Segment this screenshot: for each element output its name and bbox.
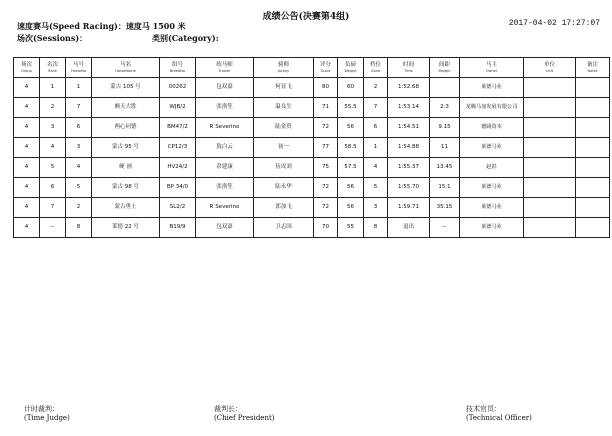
cell-horse-no: 8 (66, 218, 92, 238)
cell-rank: 4 (40, 138, 66, 158)
column-header: 间距 Margin (430, 58, 460, 78)
cell-group: 4 (14, 158, 40, 178)
table-row (14, 138, 610, 158)
cell-breed-no: BP 34/0 (160, 178, 196, 198)
cell-weight: 60 (338, 78, 364, 98)
cell-score: 75 (314, 158, 338, 178)
cell-score: 70 (314, 218, 338, 238)
cell-breed-no: B19/9 (160, 218, 196, 238)
column-header: 档位 Gone (364, 58, 388, 78)
results-table (13, 57, 610, 238)
cell-jockey: 陆永华 (254, 178, 314, 198)
technical-officer-signature: 技术官员： (Technical Officer) (466, 405, 532, 422)
cell-weight: 55.5 (338, 98, 364, 118)
column-header: 负磅 Weight (338, 58, 364, 78)
cell-horse-no: 4 (66, 158, 92, 178)
cell-jockey: 卫志国 (254, 218, 314, 238)
cell-time: 1:54.51 (388, 118, 430, 138)
cell-breed-no: WJB/2 (160, 98, 196, 118)
column-header: 练马师 Trainer (196, 58, 254, 78)
column-header: 名次 Rank (40, 58, 66, 78)
cell-horse-name: 蒙古 105 号 (92, 78, 160, 98)
column-header: 单位 Unit (524, 58, 576, 78)
cell-group: 4 (14, 118, 40, 138)
table-body (14, 78, 610, 238)
category-label: 类别(Category): (152, 33, 219, 43)
cell-breed-no: HV24/2 (160, 158, 196, 178)
cell-gate: 2 (364, 78, 388, 98)
cell-group: 4 (14, 78, 40, 98)
cell-unit (524, 78, 576, 98)
cell-gate: 3 (364, 198, 388, 218)
table-row (14, 118, 610, 138)
table-row (14, 78, 610, 98)
cell-score: 80 (314, 78, 338, 98)
cell-unit (524, 98, 576, 118)
column-header: 马名 HorseName (92, 58, 160, 78)
cell-time: 退出 (388, 218, 430, 238)
column-header: 马号 HorseNo (66, 58, 92, 78)
cell-unit (524, 178, 576, 198)
cell-gate: 8 (364, 218, 388, 238)
cell-horse-no: 5 (66, 178, 92, 198)
cell-group: 4 (14, 178, 40, 198)
sessions-label: 场次(Sessions)： (17, 33, 88, 43)
cell-time: 1:59.71 (388, 198, 430, 218)
cell-trainer: 包双嘉 (196, 78, 254, 98)
cell-owner: 德阔资本 (460, 118, 524, 138)
cell-rank: 7 (40, 198, 66, 218)
cell-jockey: 伍成刘 (254, 158, 314, 178)
cell-margin: 2.3 (430, 98, 460, 118)
cell-score: 77 (314, 138, 338, 158)
cell-notes (576, 178, 610, 198)
cell-score: 72 (314, 198, 338, 218)
cell-trainer: 张洛笙 (196, 98, 254, 118)
column-header: 骑师 Jockey (254, 58, 314, 78)
cell-owner: 莱德马业 (460, 78, 524, 98)
cell-jockey: 初一 (254, 138, 314, 158)
cell-gate: 5 (364, 178, 388, 198)
cell-notes (576, 138, 610, 158)
cell-owner: 莱德马业 (460, 218, 524, 238)
cell-owner: 莱德马业 (460, 198, 524, 218)
cell-rank: 2 (40, 98, 66, 118)
cell-horse-name: 蒙古 98 号 (92, 178, 160, 198)
cell-group: 4 (14, 198, 40, 218)
column-header: 马主 Owner (460, 58, 524, 78)
cell-score: 72 (314, 178, 338, 198)
table-row (14, 158, 610, 178)
report-datetime: 2017-04-02 17:27:07 (508, 19, 600, 28)
cell-horse-no: 7 (66, 98, 92, 118)
column-header: 评分 Score (314, 58, 338, 78)
cell-notes (576, 118, 610, 138)
table-row (14, 98, 610, 118)
cell-weight: 57.5 (338, 158, 364, 178)
table-row (14, 218, 610, 238)
cell-rank: -- (40, 218, 66, 238)
cell-time: 1:55.37 (388, 158, 430, 178)
cell-margin: 11 (430, 138, 460, 158)
cell-jockey: 温良生 (254, 98, 314, 118)
table-row (14, 198, 610, 218)
cell-time: 1:52.68 (388, 78, 430, 98)
cell-rank: 3 (40, 118, 66, 138)
cell-trainer: 敖白云 (196, 138, 254, 158)
cell-notes (576, 78, 610, 98)
cell-horse-no: 1 (66, 78, 92, 98)
cell-rank: 6 (40, 178, 66, 198)
cell-unit (524, 198, 576, 218)
table-row (14, 178, 610, 198)
cell-gate: 6 (364, 118, 388, 138)
cell-notes (576, 158, 610, 178)
cell-margin: 15.1 (430, 178, 460, 198)
cell-notes (576, 198, 610, 218)
cell-horse-no: 6 (66, 118, 92, 138)
page-title: 成绩公告(决赛第4组) (262, 12, 350, 22)
cell-margin: 35.15 (430, 198, 460, 218)
cell-unit (524, 158, 576, 178)
time-judge-signature: 计时裁判： (Time Judge) (24, 405, 70, 422)
cell-horse-name: 蒙古 95 号 (92, 138, 160, 158)
cell-score: 72 (314, 118, 338, 138)
cell-weight: 56 (338, 198, 364, 218)
cell-owner: 赵涓 (460, 158, 524, 178)
cell-unit (524, 138, 576, 158)
cell-time: 1:53.14 (388, 98, 430, 118)
cell-group: 4 (14, 138, 40, 158)
cell-group: 4 (14, 218, 40, 238)
cell-rank: 1 (40, 78, 66, 98)
cell-breed-no: 00262 (160, 78, 196, 98)
cell-horse-name: 两心同德 (92, 118, 160, 138)
cell-horse-name: 蒙古勇士 (92, 198, 160, 218)
cell-trainer: R Severino (196, 198, 254, 218)
cell-horse-name: 硬 画 (92, 158, 160, 178)
cell-gate: 1 (364, 138, 388, 158)
cell-margin: 9.15 (430, 118, 460, 138)
cell-gate: 7 (364, 98, 388, 118)
cell-horse-no: 2 (66, 198, 92, 218)
cell-owner: 莱德马业 (460, 138, 524, 158)
cell-weight: 56 (338, 118, 364, 138)
column-header: 备注 Notes (576, 58, 610, 78)
cell-breed-no: BM47/2 (160, 118, 196, 138)
cell-trainer: 包双嘉 (196, 218, 254, 238)
cell-score: 71 (314, 98, 338, 118)
column-header: 时间 Time (388, 58, 430, 78)
cell-margin: -- (430, 218, 460, 238)
cell-horse-name: 莱德 22 号 (92, 218, 160, 238)
cell-breed-no: SL2/2 (160, 198, 196, 218)
table-header-row (14, 58, 610, 78)
cell-weight: 58.5 (338, 138, 364, 158)
cell-breed-no: CP12/3 (160, 138, 196, 158)
cell-trainer: 张洛笙 (196, 178, 254, 198)
cell-owner: 莱德马业 (460, 178, 524, 198)
column-header: 组号 BreedNo (160, 58, 196, 78)
cell-rank: 5 (40, 158, 66, 178)
cell-notes (576, 218, 610, 238)
chief-president-signature: 裁判长： (Chief President) (214, 405, 275, 422)
race-name: 速度赛马(Speed Racing)：速度马 1500 米 (17, 21, 186, 31)
column-header: 场次 Group (14, 58, 40, 78)
cell-group: 4 (14, 98, 40, 118)
cell-trainer: R Severino (196, 118, 254, 138)
cell-horse-name: 颇天大胜 (92, 98, 160, 118)
cell-margin (430, 78, 460, 98)
cell-horse-no: 3 (66, 138, 92, 158)
cell-gate: 4 (364, 158, 388, 178)
cell-unit (524, 118, 576, 138)
cell-notes (576, 98, 610, 118)
cell-time: 1:55.70 (388, 178, 430, 198)
cell-jockey: 何显飞 (254, 78, 314, 98)
cell-jockey: 陆金贵 (254, 118, 314, 138)
cell-trainer: 余建康 (196, 158, 254, 178)
cell-jockey: 郭加飞 (254, 198, 314, 218)
cell-time: 1:54.88 (388, 138, 430, 158)
cell-owner: 龙腾马加发展有限公司 (460, 98, 524, 118)
cell-unit (524, 218, 576, 238)
cell-weight: 55 (338, 218, 364, 238)
cell-margin: 13.45 (430, 158, 460, 178)
cell-weight: 56 (338, 178, 364, 198)
